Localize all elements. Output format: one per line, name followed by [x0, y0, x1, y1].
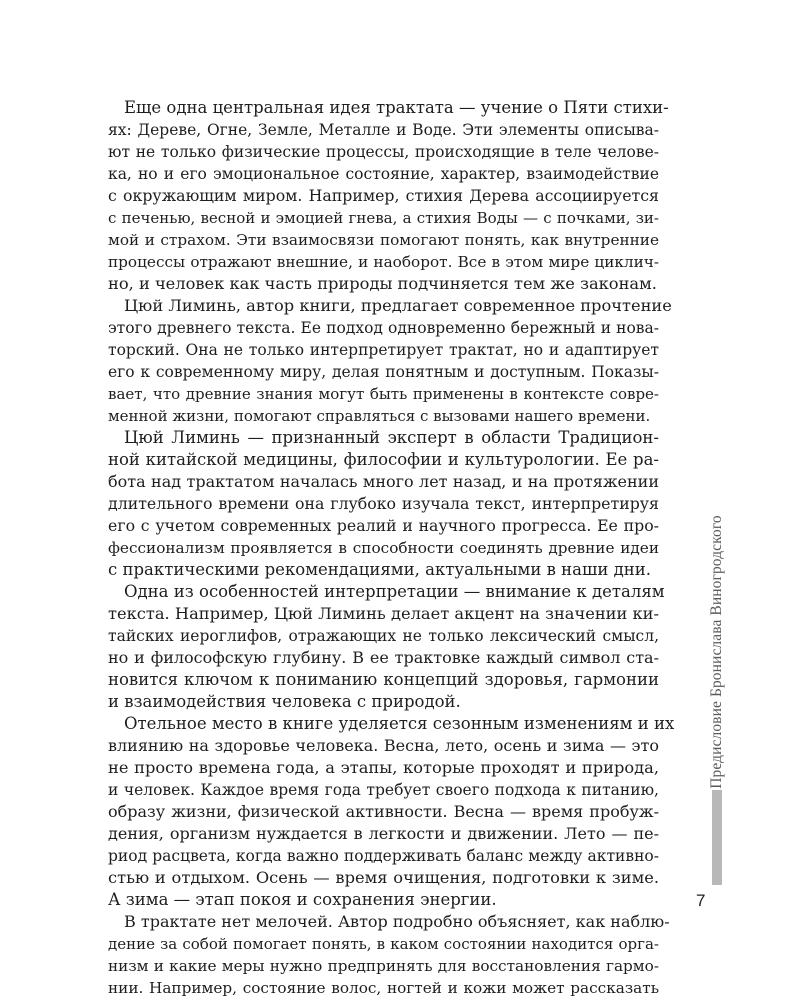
text-line: фессионализм проявляется в способности соединять древние идеи	[108, 539, 659, 557]
text-line: с практическими рекомендациями, актуальными в наши дни.	[108, 560, 651, 579]
text-line: менной жизни, помогают справляться с вызовами нашего времени.	[108, 407, 651, 425]
page-number: 7	[696, 891, 706, 910]
text-line: низм и какие меры нужно предпринять для восстановления гармо-	[108, 957, 659, 975]
text-line: длительного времени она глубоко изучала текст, интерпретируя	[108, 494, 659, 513]
text-line: текста. Например, Цюй Лиминь делает акцент на значении ки-	[108, 604, 659, 623]
running-head	[708, 515, 725, 789]
text-line: риод расцвета, когда важно поддерживать баланс между активно-	[108, 847, 659, 865]
text-line: этого древнего текста. Ее подход одновременно бережный и нова-	[108, 319, 659, 337]
text-line: бота над трактатом началась много лет назад, и на протяжении	[108, 472, 659, 491]
text-line: но и философскую глубину. В ее трактовке каждый символ ста-	[108, 648, 659, 667]
text-line: торский. Она не только интерпретирует трактат, но и адаптирует	[108, 341, 659, 359]
text-line: вает, что древние знания могут быть применены в контексте совре-	[108, 385, 659, 403]
text-line: тайских иероглифов, отражающих не только лексический смысл,	[108, 627, 659, 645]
text-line: Еще одна центральная идея трактата — учение о Пяти стихи-	[124, 98, 669, 117]
text-line: В трактате нет мелочей. Автор подробно объясняет, как наблю-	[124, 912, 670, 931]
running-head-text: Предисловие Бронислава Виногродского	[708, 515, 725, 789]
text-line: стью и отдыхом. Осень — время очищения, подготовки к зиме.	[108, 868, 659, 887]
text-line: Цюй Лиминь — признанный эксперт в области Традицион-	[124, 428, 659, 447]
text-line: процессы отражают внешние, и наоборот. Все в этом мире циклич-	[108, 253, 659, 271]
text-line: ях: Дереве, Огне, Земле, Металле и Воде. Эти элементы описыва-	[108, 121, 659, 139]
text-line: с печенью, весной и эмоцией гнева, а стихия Воды — с почками, зи-	[108, 209, 659, 227]
body-text	[108, 97, 675, 999]
text-line: ка, но и его эмоциональное состояние, характер, взаимодействие	[108, 165, 659, 183]
text-line: дение за собой помогает понять, в каком состоянии находится орга-	[108, 935, 659, 953]
text-line: Одна из особенностей интерпретации — внимание к деталям	[124, 582, 665, 601]
text-line: ют не только физические процессы, происходящие в теле челове-	[108, 143, 659, 161]
text-line: А зима — этап покоя и сохранения энергии.	[108, 890, 497, 909]
text-line: Цюй Лиминь, автор книги, предлагает современное прочтение	[124, 296, 672, 315]
text-line: и человек. Каждое время года требует своего подхода к питанию,	[108, 781, 659, 799]
text-line: ной китайской медицины, философии и культурологии. Ее ра-	[108, 450, 659, 469]
text-line: влиянию на здоровье человека. Весна, лето, осень и зима — это	[108, 736, 659, 755]
text-line: но, и человек как часть природы подчиняется тем же законам.	[108, 274, 657, 293]
text-line: не просто времена года, а этапы, которые проходят и природа,	[108, 758, 659, 777]
text-line: новится ключом к пониманию концепций здоровья, гармонии	[108, 670, 659, 689]
text-line: мой и страхом. Эти взаимосвязи помогают понять, как внутренние	[108, 231, 659, 249]
text-line: дения, организм нуждается в легкости и движении. Лето — пе-	[108, 824, 659, 843]
text-line: его к современному миру, делая понятным и доступным. Показы-	[108, 363, 659, 381]
margin-bar	[712, 790, 722, 885]
text-line: нии. Например, состояние волос, ногтей и кожи может рассказать	[108, 979, 659, 997]
text-line: и взаимодействия человека с природой.	[108, 692, 461, 711]
text-line: с окружающим миром. Например, стихия Дерева ассоциируется	[108, 186, 659, 205]
text-line: его с учетом современных реалий и научного прогресса. Ее про-	[108, 516, 659, 535]
text-line: образу жизни, физической активности. Весна — время пробуж-	[108, 802, 659, 821]
text-line: Отельное место в книге уделяется сезонным изменениям и их	[124, 714, 675, 733]
